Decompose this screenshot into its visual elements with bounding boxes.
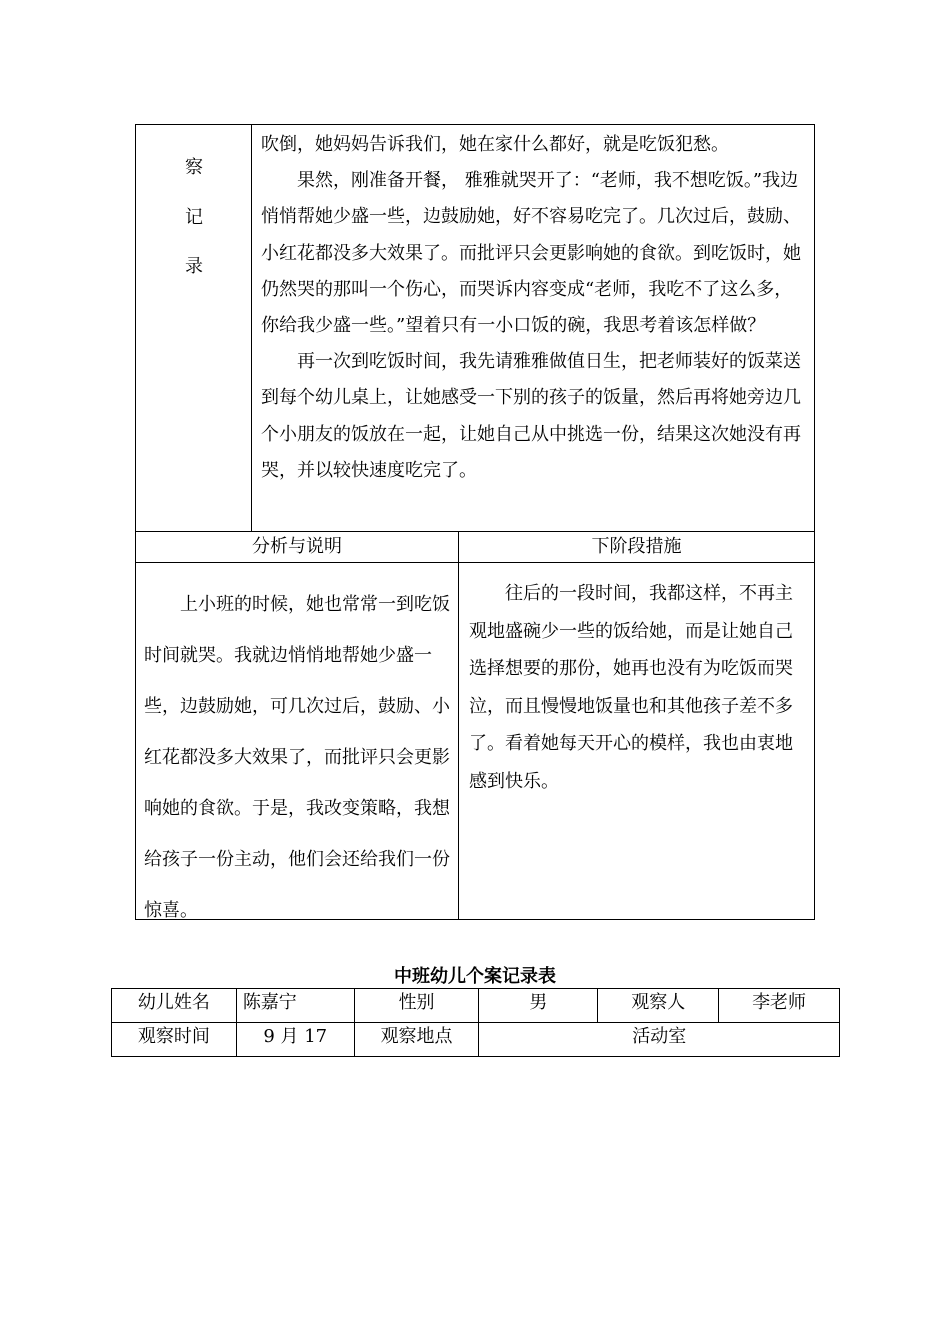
observation-paragraph: 果然，刚准备开餐， 雅雅就哭开了：“老师，我不想吃饭。”我边悄悄帮她少盛一些，边鼓励她，好不容易吃完了。几次过后，鼓励、小红花都没多大效果了。而批评只会更影响她的食欲。到吃饭时，她仍然哭的那叫一个伤心，而哭诉内容变成“老师，我吃不了这么多，你给我少盛一些。”望着只有一小口饭的碗，我思考着该怎样做？ xyxy=(261,170,801,337)
time-value-cell: 9 月 17 xyxy=(236,1023,354,1057)
measures-header: 下阶段措施 xyxy=(591,536,682,557)
row-label-char: 录 xyxy=(185,256,203,277)
observation-paragraph: 再一次到吃饭时间，我先请雅雅做值日生，把老师装好的饭菜送到每个幼儿桌上，让她感受一下别的孩子的饭量，然后再将她旁边几个小朋友的饭放在一起，让她自己从中挑选一份，结果这次她没有再哭，并以较快速度吃完了。 xyxy=(261,351,801,481)
observation-paragraph: 吹倒，她妈妈告诉我们，她在家什么都好，就是吃饭犯愁。 xyxy=(261,134,729,155)
case-record-table xyxy=(111,988,840,1057)
gender-value-cell: 男 xyxy=(479,989,598,1023)
time-label-cell: 观察时间 xyxy=(112,1023,237,1057)
measures-cell xyxy=(459,563,814,919)
row-label-char: 记 xyxy=(185,207,203,228)
observation-record-row xyxy=(136,125,814,532)
section-header-row xyxy=(136,532,814,563)
analysis-text: 上小班的时候，她也常常一到吃饭时间就哭。我就边悄悄地帮她少盛一些，边鼓励她，可几次过后，鼓励、小红花都没多大效果了，而批评只会更影响她的食欲。于是，我改变策略，我想给孩子一份主动，他们会还给我们一份惊喜。 xyxy=(144,594,450,921)
analysis-header: 分析与说明 xyxy=(136,532,459,562)
row-label-char: 察 xyxy=(185,157,203,178)
row-label-cell xyxy=(136,125,252,531)
section-content-row xyxy=(136,563,814,919)
case-record-row xyxy=(112,989,840,1023)
observation-text-cell xyxy=(252,125,814,531)
place-label-cell: 观察地点 xyxy=(354,1023,479,1057)
name-label-cell: 幼儿姓名 xyxy=(112,989,237,1023)
analysis-cell xyxy=(136,563,459,919)
case-record-row xyxy=(112,1023,840,1057)
gender-label-cell: 性别 xyxy=(354,989,479,1023)
place-value-cell: 活动室 xyxy=(479,1023,840,1057)
name-value-cell: 陈嘉宁 xyxy=(236,989,354,1023)
observer-label-cell: 观察人 xyxy=(598,989,719,1023)
measures-text: 往后的一段时间，我都这样，不再主观地盛碗少一些的饭给她，而是让她自己选择想要的那份，她再也没有为吃饭而哭泣，而且慢慢地饭量也和其他孩子差不多了。看着她每天开心的模样，我也由衷地感到快乐。 xyxy=(469,583,793,792)
case-record-title: 中班幼儿个案记录表 xyxy=(394,966,556,987)
observation-record-table xyxy=(135,124,815,920)
observer-value-cell: 李老师 xyxy=(719,989,840,1023)
